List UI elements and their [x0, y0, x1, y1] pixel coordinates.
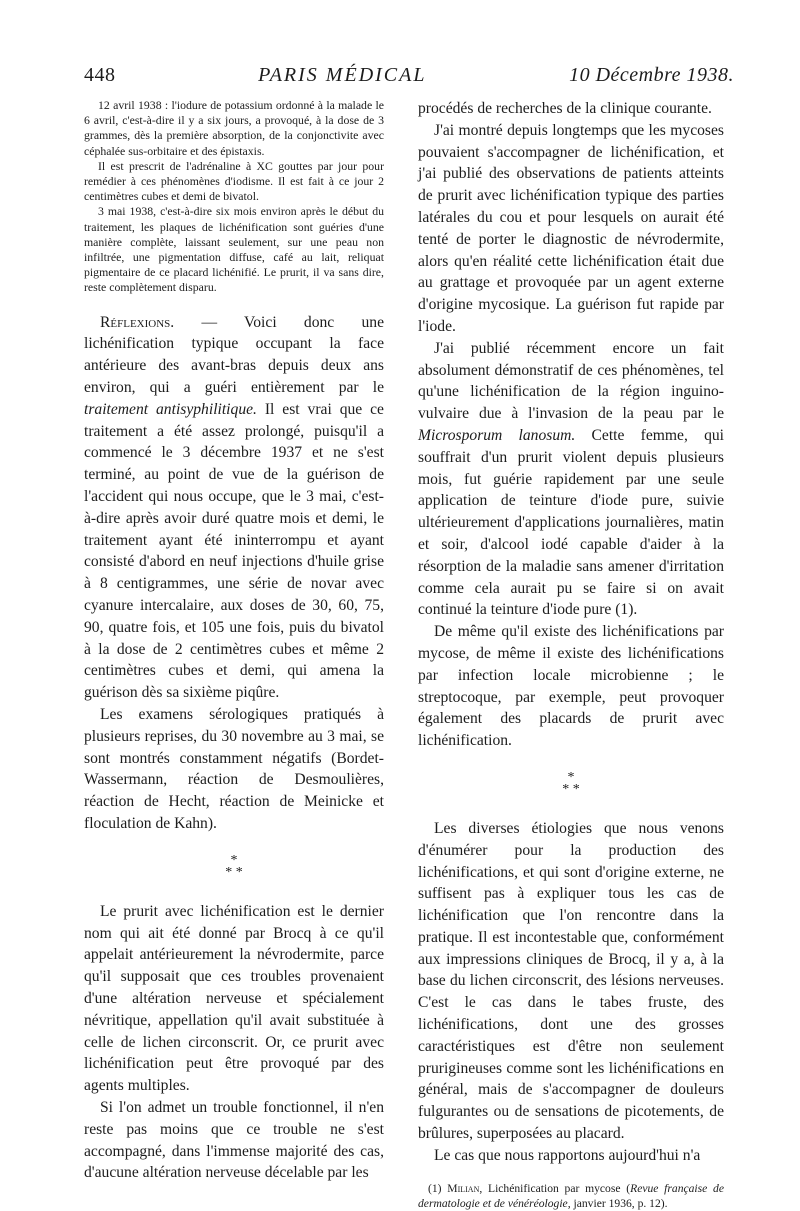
- footnote-author: Milian,: [447, 1181, 483, 1195]
- section-separator: * * *: [225, 852, 243, 880]
- footnote-text: Lichénification par mycose (: [482, 1181, 631, 1195]
- page-number: 448: [84, 64, 116, 86]
- reflexions-paragraph: [84, 312, 384, 704]
- footnote-text-end: janvier 1936, p. 12).: [570, 1196, 668, 1210]
- reflexions-heading: Réflexions.: [100, 313, 175, 331]
- case-paragraph: Le cas que nous rapportons aujourd'hui n'a: [434, 1146, 701, 1164]
- section-separator: * * *: [562, 769, 580, 797]
- microsporum-text-cont: Cette femme, qui souffrait d'un prurit violent depuis plusieurs mois, fut guérie rapidement par une seule application de teinture d'iode pure, suivie ultérieurement d'applications journalières, matin et soir, d'alcool iodé capable d'aider à la résorption de la maladie sans amener d'irritation comme cela aurait pu se faire si on avait continué la teinture d'iode pure (1).: [418, 426, 724, 619]
- journal-title: PARIS MÉDICAL: [258, 64, 427, 86]
- footnote-journal: Revue française de dermatologie et de vénéréologie,: [418, 1181, 724, 1210]
- reflexions-text: — Voici donc une lichénification typique occupant la face antérieure des avant-bras depuis deux ans environ, qui a guéri entièrement par le: [84, 313, 384, 397]
- observation-paragraph: 3 mai 1938, c'est-à-dire six mois environ après le début du traitement, les plaques de lichénification sont guéries d'une manière complète, laissant seulement, sur une peau non infiltrée, une pigmentation diffuse, café au lait, reliquat pigmentaire de ce placard lichénifié. Le prurit, il va sans dire, reste complètement disparu.: [84, 204, 384, 295]
- microsporum-text: J'ai publié récemment encore un fait absolument démonstratif de ces phénomènes, tel qu'une lichénification de la région inguino-vulvaire due à l'invasion de la peau par le: [418, 339, 724, 423]
- reflexions-emphasis: traitement antisyphilitique.: [84, 400, 257, 418]
- right-column: [418, 98, 724, 1211]
- reflexions-text-cont: Il est vrai que ce traitement a été assez prolongé, puisqu'il a commencé le 3 décembre 1937 et ne s'est terminé, au point de vue de la guérison de l'accident qui nous occupe, que le 3 mai, c'est-à-dire après avoir duré quatre mois et demi, le traitement ayant été ininterrompu et ayant consisté d'abord en neuf injections d'huile grise à 8 centigrammes, une série de novar avec cyanure intercalaire, aux doses de 30, 60, 75, 90, quatre fois, et 105 une fois, puis du bivatol à la dose de 2 centimètres cubes et même 2 centimètres cubes et demi, qui amena la guérison dès sa sixième piqûre.: [84, 400, 384, 702]
- footnote-number: (1): [428, 1181, 448, 1195]
- microbial-paragraph: De même qu'il existe des lichénifications par mycose, de même il existe des lichénifications par infection locale microbienne ; le streptocoque, par exemple, peut provoquer également des placards de prurit avec lichénification.: [418, 623, 724, 750]
- left-column: [84, 98, 384, 1184]
- trouble-paragraph: Si l'on admet un trouble fonctionnel, il n'en reste pas moins que ce trouble ne s'est accompagné, dans l'immense majorité des cas, d'aucune altération nerveuse décelable par les: [84, 1098, 384, 1182]
- microsporum-paragraph: [418, 338, 724, 621]
- observation-paragraph: 12 avril 1938 : l'iodure de potassium ordonné à la malade le 6 avril, c'est-à-dire il y a six jours, a provoqué, à la dose de 3 grammes, dès la première absorption, de la conjonctivite avec céphalée sus-orbitaire et des épistaxis.: [84, 98, 384, 158]
- footnote: [418, 1181, 724, 1211]
- observation-paragraph: Il est prescrit de l'adrénaline à XC gouttes par jour pour remédier à ces phénomènes d'iodisme. Il est fait à ce jour 2 centimètres cubes et demi de bivatol.: [84, 158, 384, 204]
- continuation-paragraph: procédés de recherches de la clinique courante.: [418, 100, 712, 117]
- mycoses-paragraph: J'ai montré depuis longtemps que les mycoses pouvaient s'accompagner de lichénification, et j'ai publié des observations de patients atteints de prurit avec lichénification typique des parties latérales du cou et pour lesquels on aurait été tenté de porter le diagnostic de névrodermite, alors qu'en réalité cette lichénification était due au grattage et provoquée par un agent externe d'origine mycosique. La guérison fut rapide par l'iode.: [418, 121, 724, 335]
- prurit-paragraph: Le prurit avec lichénification est le dernier nom qui ait été donné par Brocq à ce qu'il appelait antérieurement la névrodermite, parce qu'il supposait que ces troubles provenaient d'une altération nerveuse et spécialement névritique, appellation qu'il avait substituée à celle de lichen circonscrit. Or, ce prurit avec lichénification peut être provoqué par des agents multiples.: [84, 902, 384, 1095]
- microsporum-emphasis: Microsporum lanosum.: [418, 426, 576, 444]
- page-header: [84, 64, 734, 98]
- serology-paragraph: Les examens sérologiques pratiqués à plusieurs reprises, du 30 novembre au 3 mai, se sont montrés constamment négatifs (Bordet-Wassermann, réaction de Desmoulières, réaction de Hecht, réaction de Meinicke et floculation de Kahn).: [84, 705, 384, 832]
- issue-date: 10 Décembre 1938.: [569, 64, 734, 86]
- etiologies-paragraph: Les diverses étiologies que nous venons d'énumérer pour la production des lichénifications, et qui sont d'origine externe, ne suffisent pas à expliquer tous les cas de lichénification que l'on rencontre dans la pratique. Il est incontestable que, conformément aux impressions cliniques de Brocq, il y a, à la base du lichen circonscrit, des lésions nerveuses. C'est le cas dans le tabes fruste, des lichénifications, dont une des grosses caractéristiques est d'être non seulement prurigineuses comme sont les lichénifications en général, mais de s'accompagner de douleurs fulgurantes ou de sensations de picotements, de brûlures, superposées au placard.: [418, 819, 724, 1143]
